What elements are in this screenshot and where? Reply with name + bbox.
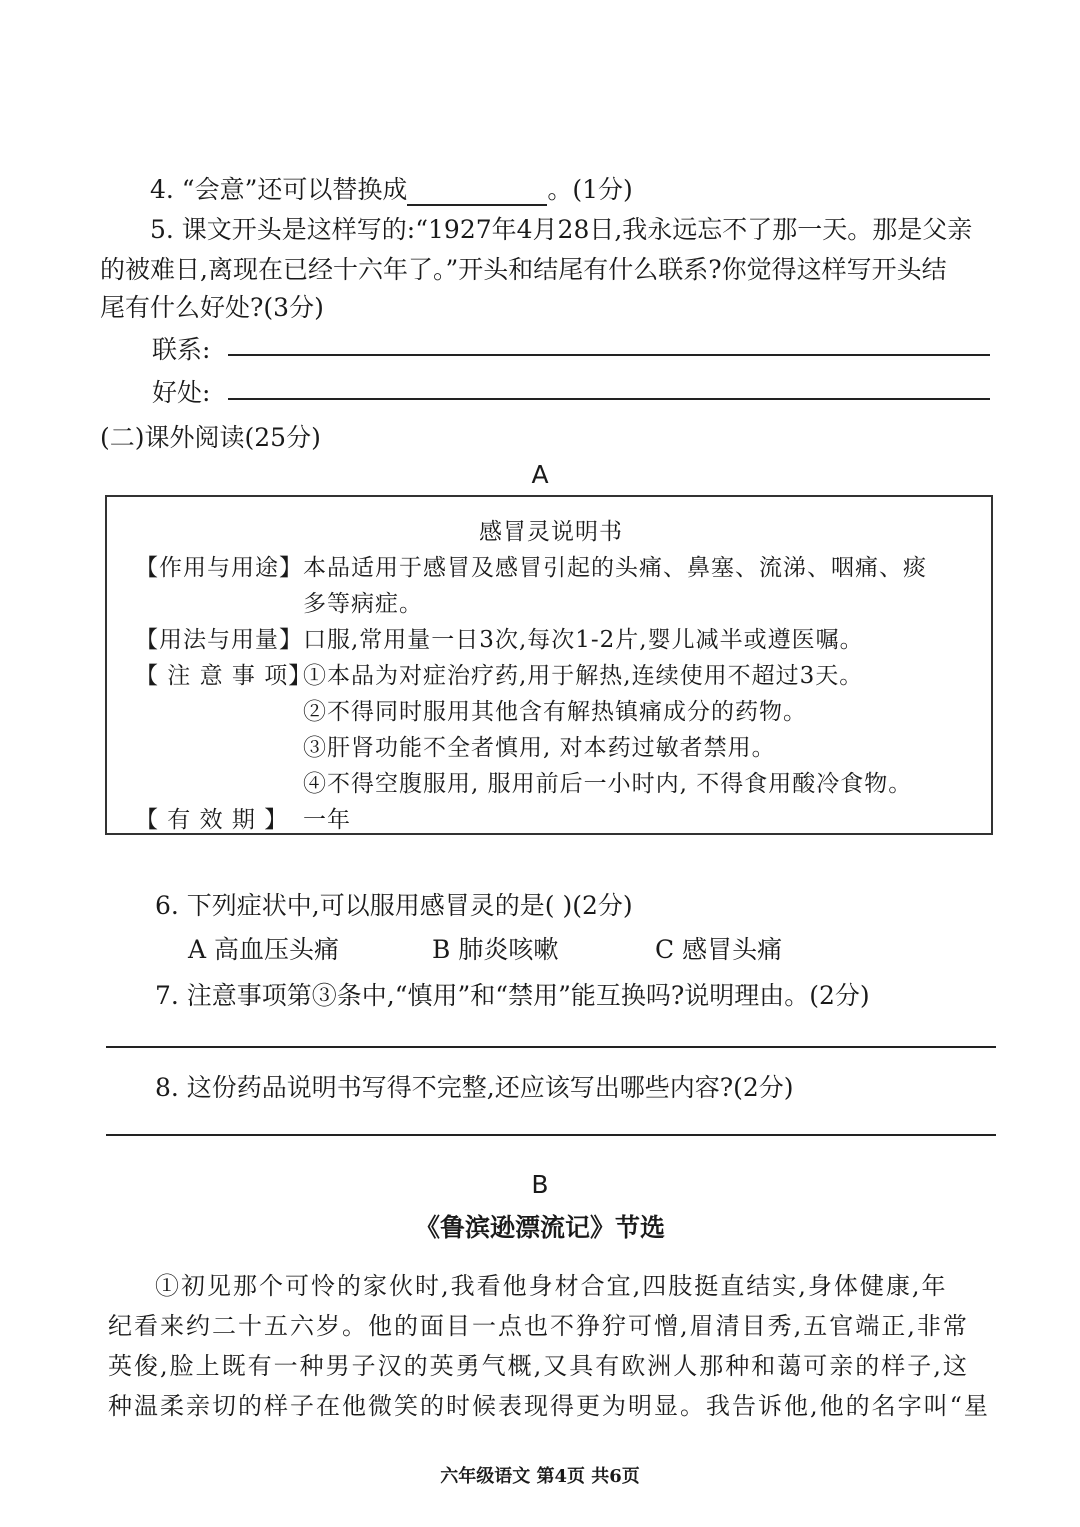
option-b[interactable]: B 肺炎咳嗽 (432, 935, 559, 964)
dosage-label: 【用法与用量】 (135, 627, 303, 653)
notes-label: 【 注 意 事 项】 (135, 663, 313, 689)
answer-line-q8[interactable] (106, 1134, 996, 1136)
answer-line-benefit[interactable] (228, 398, 990, 400)
answer-line-q7[interactable] (106, 1046, 996, 1048)
usage-text-line-2: 多等病症。 (303, 591, 423, 617)
passage-line: 英俊,脸上既有一种男子汉的英勇气概,又具有欧洲人那种和蔼可亲的样子,这 (108, 1352, 969, 1380)
excerpt-title: 《鲁滨逊漂流记》节选 (414, 1213, 665, 1242)
validity-text: 一年 (303, 807, 351, 833)
question-6: 6. 下列症状中,可以服用感冒灵的是( )(2分) (155, 891, 633, 920)
page-footer: 六年级语文 第4页 共6页 (440, 1466, 640, 1487)
medicine-manual-box (105, 495, 993, 835)
section-title: (二)课外阅读(25分) (100, 423, 321, 452)
note-item: ③肝肾功能不全者慎用, 对本药过敏者禁用。 (303, 735, 776, 761)
link-label: 联系: (152, 335, 211, 364)
part-b-label: B (531, 1170, 549, 1199)
question-8: 8. 这份药品说明书写得不完整,还应该写出哪些内容?(2分) (155, 1073, 794, 1102)
question-4-suffix: 。(1分) (547, 175, 633, 204)
benefit-label: 好处: (152, 378, 211, 407)
note-item: ②不得同时服用其他含有解热镇痛成分的药物。 (303, 699, 807, 725)
option-a[interactable]: A 高血压头痛 (188, 935, 340, 964)
question-7: 7. 注意事项第③条中,“慎用”和“禁用”能互换吗?说明理由。(2分) (155, 981, 870, 1010)
question-5-line-1: 5. 课文开头是这样写的:“1927年4月28日,我永远忘不了那一天。那是父亲 (150, 215, 973, 244)
question-5-line-3: 尾有什么好处?(3分) (100, 293, 324, 322)
passage-line: ①初见那个可怜的家伙时,我看他身材合宜,四肢挺直结实,身体健康,年 (155, 1272, 948, 1300)
question-4 (150, 170, 633, 206)
passage-line: 种温柔亲切的样子在他微笑的时候表现得更为明显。我告诉他,他的名字叫“星 (108, 1392, 990, 1420)
usage-text-line-1: 本品适用于感冒及感冒引起的头痛、鼻塞、流涕、咽痛、痰 (303, 555, 927, 581)
answer-blank-q4[interactable] (407, 175, 547, 206)
dosage-text: 口服,常用量一日3次,每次1-2片,婴儿减半或遵医嘱。 (303, 627, 864, 653)
passage-line: 纪看来约二十五六岁。他的面目一点也不狰狞可憎,眉清目秀,五官端正,非常 (108, 1312, 969, 1340)
option-c[interactable]: C 感冒头痛 (655, 935, 783, 964)
usage-label: 【作用与用途】 (135, 555, 303, 581)
question-4-prefix: 4. “会意”还可以替换成 (150, 175, 408, 204)
manual-title: 感冒灵说明书 (479, 519, 623, 545)
part-a-label: A (531, 460, 549, 489)
question-5-line-2: 的被难日,离现在已经十六年了。”开头和结尾有什么联系?你觉得这样写开头结 (100, 255, 947, 284)
note-item: ④不得空腹服用, 服用前后一小时内, 不得食用酸冷食物。 (303, 771, 913, 797)
validity-label: 【 有 效 期 】 (135, 807, 289, 833)
answer-line-link[interactable] (228, 354, 990, 356)
note-item: ①本品为对症治疗药,用于解热,连续使用不超过3天。 (303, 663, 864, 689)
